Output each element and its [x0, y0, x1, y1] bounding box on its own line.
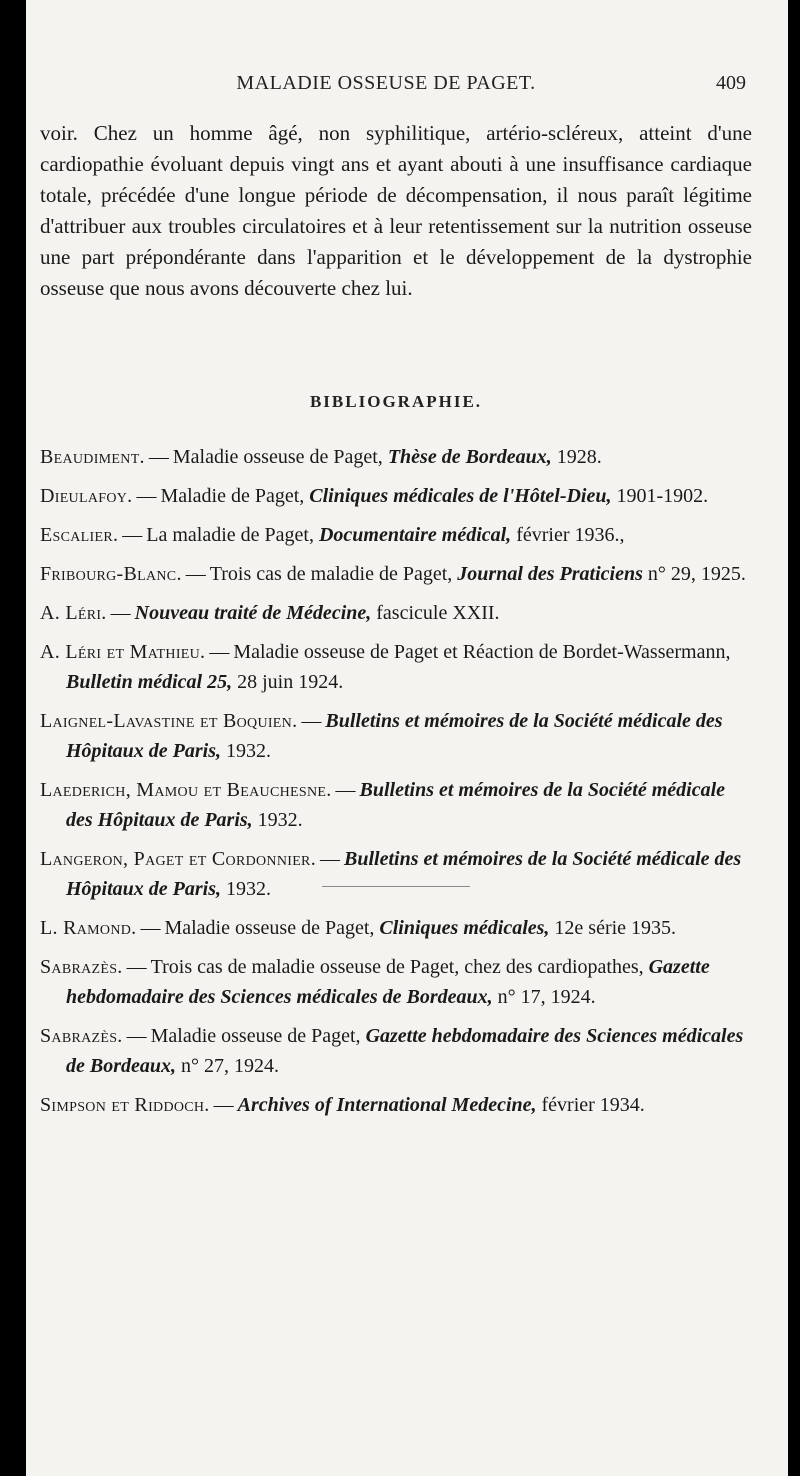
end-divider: [322, 886, 470, 887]
book-page: [26, 0, 788, 1476]
entry-title: Maladie osseuse de Paget,: [164, 917, 375, 939]
bibliography-entry: [40, 952, 752, 1012]
entry-title: Trois cas de maladie de Paget,: [209, 563, 453, 585]
entry-date: 1932.: [226, 878, 272, 900]
entry-source: Bulletin médical 25,: [66, 671, 233, 693]
entry-author: Escalier.: [40, 524, 119, 546]
running-head: [26, 72, 788, 102]
entry-author: Simpson et Riddoch.: [40, 1094, 210, 1116]
entry-dash: —: [213, 1094, 234, 1116]
entry-title: Maladie osseuse de Paget,: [172, 446, 383, 468]
bibliography-list: [40, 442, 752, 1129]
entry-source: Cliniques médicales,: [379, 917, 550, 939]
entry-date: 12e série 1935.: [554, 917, 677, 939]
entry-author: L. Ramond.: [40, 917, 137, 939]
entry-source: Bulletins et mémoires de la Société médicale des Hôpitaux de Paris,: [66, 848, 742, 900]
entry-date: n° 27, 1924.: [181, 1055, 279, 1077]
entry-source: Gazette hebdomadaire des Sciences médicales de Bordeaux,: [66, 956, 710, 1008]
entry-date: 1932.: [257, 809, 303, 831]
entry-title: La maladie de Paget,: [146, 524, 314, 546]
bibliography-entry: [40, 913, 752, 943]
bibliography-entry: [40, 844, 752, 904]
entry-author: Langeron, Paget et Cordonnier.: [40, 848, 316, 870]
entry-dash: —: [301, 710, 322, 732]
bibliography-entry: [40, 598, 752, 628]
entry-author: Laederich, Mamou et Beauchesne.: [40, 779, 332, 801]
entry-source: Bulletins et mémoires de la Société médicale des Hôpitaux de Paris,: [66, 710, 723, 762]
entry-dash: —: [335, 779, 356, 801]
entry-source: Cliniques médicales de l'Hôtel-Dieu,: [309, 485, 612, 507]
entry-source: Journal des Praticiens: [457, 563, 643, 585]
entry-source: Archives of International Medecine,: [237, 1094, 537, 1116]
entry-date: n° 17, 1924.: [497, 986, 596, 1008]
entry-author: Dieulafoy.: [40, 485, 133, 507]
body-paragraph: voir. Chez un homme âgé, non syphilitique, artério-scléreux, atteint d'une cardiopathie évoluant depuis vingt ans et ayant abouti à une insuffisance cardiaque totale, précédée d'une longue période de décompensation, il nous paraît légitime d'attribuer aux troubles circulatoires et à leur retentissement sur la nutrition osseuse une part prépondérante dans l'apparition et le développement de la dystrophie osseuse que nous avons découverte chez lui.: [40, 121, 752, 300]
entry-author: Beaudiment.: [40, 446, 145, 468]
entry-author: A. Léri et Mathieu.: [40, 641, 206, 663]
entry-dash: —: [320, 848, 340, 870]
page-number: 409: [716, 72, 746, 94]
entry-dash: —: [185, 563, 206, 585]
bibliography-entry: [40, 1090, 752, 1120]
bibliography-entry: [40, 706, 752, 766]
entry-source: Thèse de Bordeaux,: [387, 446, 552, 468]
entry-author: Sabrazès.: [40, 956, 123, 978]
entry-author: A. Léri.: [40, 602, 107, 624]
entry-date: n° 29, 1925.: [647, 563, 746, 585]
bibliography-entry: [40, 775, 752, 835]
entry-dash: —: [209, 641, 230, 663]
entry-date: 1928.: [556, 446, 602, 468]
entry-date: 28 juin 1924.: [237, 671, 344, 693]
entry-title: Maladie osseuse de Paget et Réaction de Bordet-Wassermann,: [233, 641, 731, 663]
entry-date: 1932.: [226, 740, 272, 762]
bibliography-entry: [40, 442, 752, 472]
entry-source: Documentaire médical,: [318, 524, 512, 546]
entry-source: Nouveau traité de Médecine,: [134, 602, 372, 624]
bibliography-entry: [40, 1021, 752, 1081]
entry-author: Laignel-Lavastine et Boquien.: [40, 710, 298, 732]
bibliography-entry: [40, 520, 752, 550]
entry-dash: —: [148, 446, 169, 468]
entry-date: 1901-1902.: [616, 485, 709, 507]
bibliography-entry: [40, 559, 752, 589]
entry-dash: —: [110, 602, 131, 624]
entry-date: fascicule XXII.: [376, 602, 500, 624]
entry-title: Trois cas de maladie osseuse de Paget, chez des cardiopathes,: [150, 956, 644, 978]
entry-source: Bulletins et mémoires de la Société médicale des Hôpitaux de Paris,: [66, 779, 726, 831]
entry-author: Fribourg-Blanc.: [40, 563, 182, 585]
entry-dash: —: [136, 485, 157, 507]
bibliography-heading: BIBLIOGRAPHIE.: [309, 392, 483, 411]
bibliography-entry: [40, 637, 752, 697]
entry-dash: —: [126, 956, 147, 978]
entry-title: Maladie de Paget,: [160, 485, 305, 507]
entry-dash: —: [126, 1025, 147, 1047]
entry-title: Maladie osseuse de Paget,: [150, 1025, 361, 1047]
running-title: MALADIE OSSEUSE DE PAGET.: [236, 72, 536, 94]
entry-dash: —: [122, 524, 143, 546]
entry-dash: —: [140, 917, 161, 939]
entry-author: Sabrazès.: [40, 1025, 123, 1047]
entry-date: février 1934.: [541, 1094, 645, 1116]
entry-source: Gazette hebdomadaire des Sciences médicales de Bordeaux,: [66, 1025, 744, 1077]
bibliography-entry: [40, 481, 752, 511]
entry-date: février 1936.,: [516, 524, 625, 546]
